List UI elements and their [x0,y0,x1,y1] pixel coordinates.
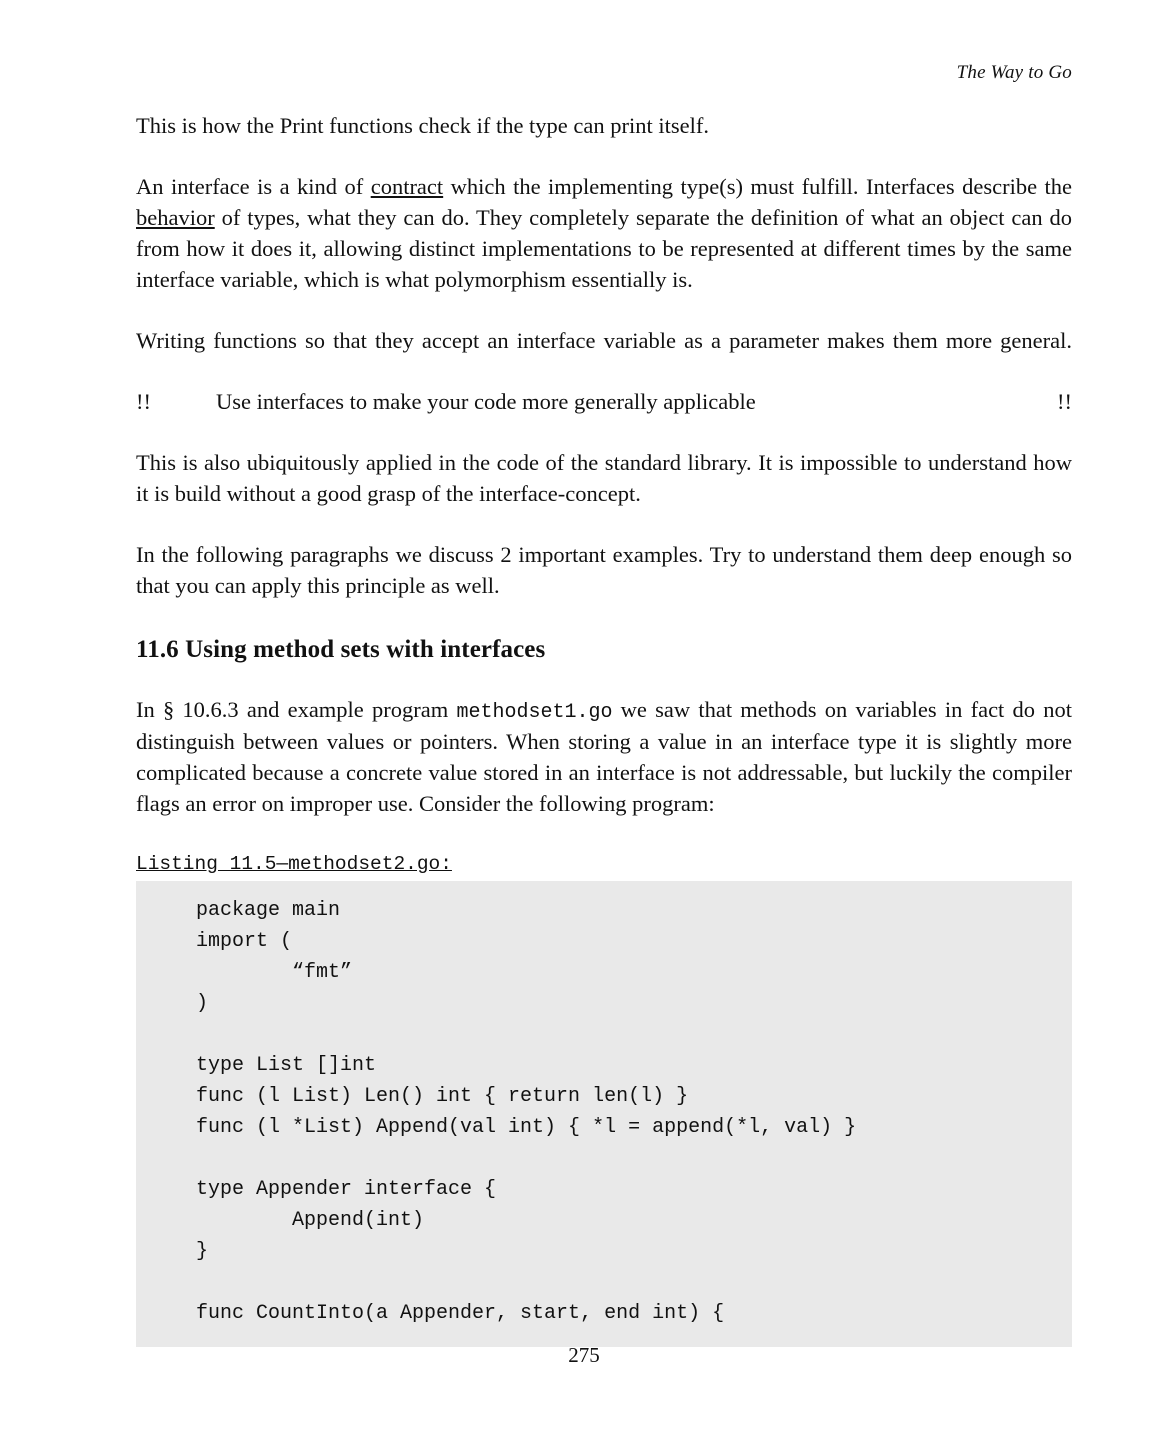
code-line: package main [196,899,341,923]
paragraph-intro: This is how the Print functions check if the type can print itself. [136,113,710,138]
code-line: } [196,1240,209,1264]
paragraph-interface-contract [136,171,1072,295]
code-line: Append(int) [196,1209,425,1233]
inline-code-methodset1: methodset1.go [456,700,613,724]
text-fragment: In § 10.6.3 and example program [136,696,457,722]
page-content [136,110,1072,1347]
section-heading: 11.6 Using method sets with interfaces [136,635,546,663]
code-line [136,1267,1072,1298]
callout-text: Use interfaces to make your code more generally applicable [216,389,756,415]
code-line [136,1019,1072,1050]
text-fragment: An interface is a kind of [136,174,371,200]
code-line: import ( [196,930,293,954]
listing-caption: Listing 11.5—methodset2.go: [136,853,452,876]
text-fragment: which the implementing type(s) must fulfill. Interfaces describe the [443,174,1073,200]
code-line: type List []int [196,1054,377,1078]
code-line: “fmt” [196,961,353,985]
emphasis-behavior: behavior [136,205,215,231]
callout-mark-left: !! [136,389,151,415]
code-line [136,1143,1072,1174]
code-line: func (l List) Len() int { return len(l) } [196,1085,689,1109]
page-number: 275 [568,1343,600,1367]
code-line: ) [196,992,209,1016]
callout-tip [136,386,1072,417]
code-line: func CountInto(a Appender, start, end int) { [196,1302,725,1326]
code-line: func (l *List) Append(val int) { *l = append(*l, val) } [196,1116,857,1140]
code-line: type Appender interface { [196,1178,497,1202]
text-fragment: we saw that methods on variables in fact do not distinguish between values or pointers. When storing a value in an interface type it is slightly more complicated because a concrete value stored in an interface is not addressable, but luckily the compiler flags an error on improper use. Consider the following program: [136,696,1072,817]
code-listing [136,881,1072,1347]
paragraph-following-paragraphs: In the following paragraphs we discuss 2 important examples. Try to understand them deep enough so that you can apply this principle as well. [136,542,1072,599]
running-header: The Way to Go [956,62,1072,83]
emphasis-contract: contract [370,174,444,200]
paragraph-standard-library: This is also ubiquitously applied in the code of the standard library. It is impossible to understand how it is build without a good grasp of the interface-concept. [136,450,1072,507]
paragraph-methodset [136,694,1072,820]
text-fragment: of types, what they can do. They completely separate the definition of what an object can do from how it does it, allowing distinct implementations to be represented at different times by the same interface variable, which is what polymorphism essentially is. [136,205,1072,293]
callout-mark-right: !! [1057,389,1072,415]
paragraph-writing-functions: Writing functions so that they accept an interface variable as a parameter makes them more general. [136,328,1072,354]
